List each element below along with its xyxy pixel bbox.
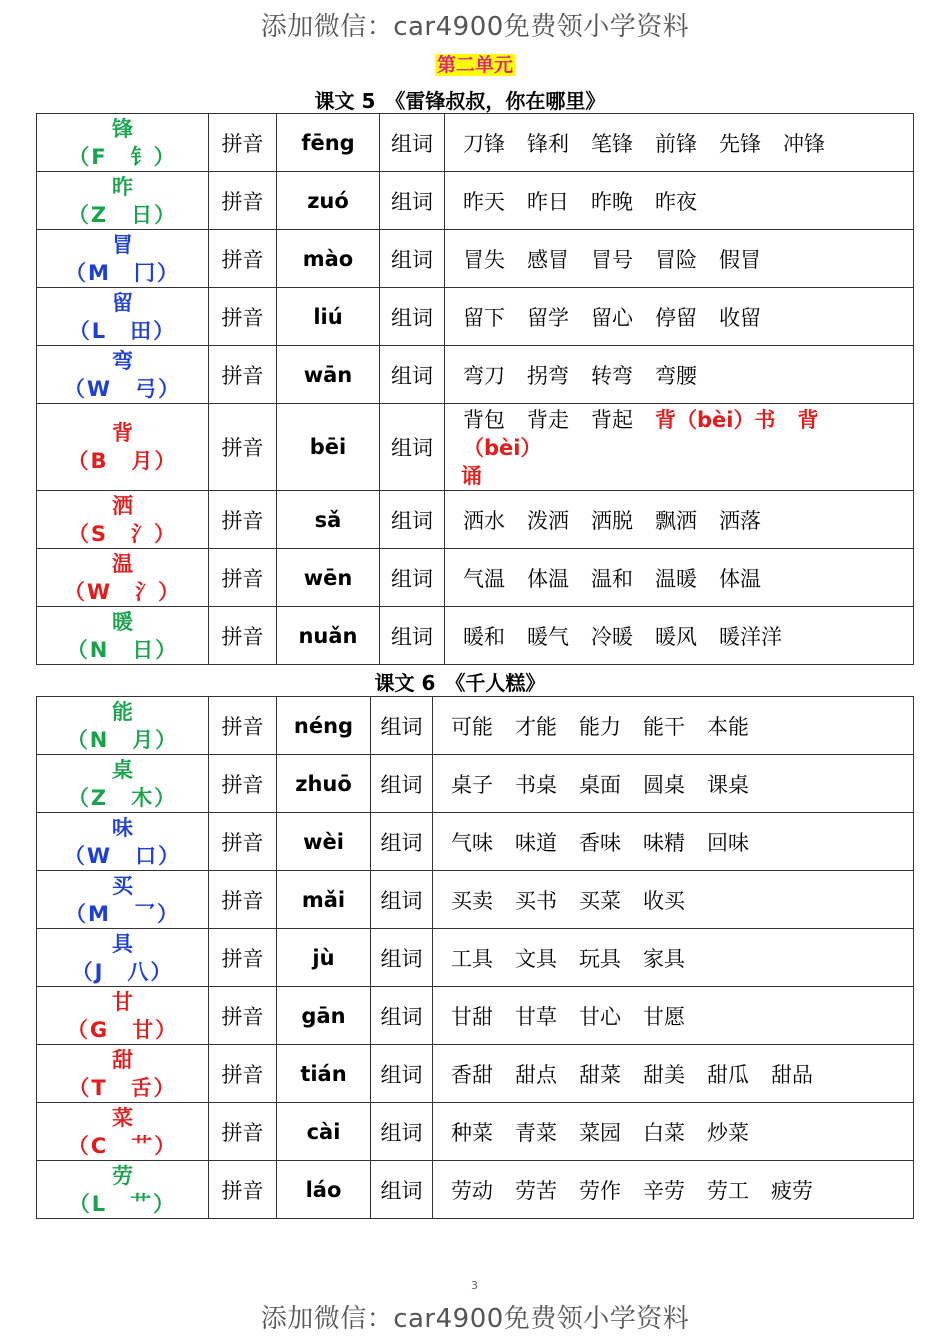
words-label: 组词 bbox=[380, 491, 445, 549]
words-cell bbox=[433, 871, 914, 929]
pinyin-label: 拼音 bbox=[209, 549, 277, 607]
word: 甜品 bbox=[771, 1062, 813, 1087]
word: 气味 bbox=[451, 830, 493, 855]
word: 冲锋 bbox=[783, 131, 825, 156]
word: 暖气 bbox=[527, 624, 569, 649]
word: 背起 bbox=[591, 408, 633, 432]
word: 冒险 bbox=[655, 247, 697, 272]
word: 温暖 bbox=[655, 566, 697, 591]
character-cell bbox=[37, 755, 209, 813]
word: 假冒 bbox=[719, 247, 761, 272]
character: 味 bbox=[112, 815, 133, 840]
table-row bbox=[37, 755, 914, 813]
word: 收买 bbox=[643, 888, 685, 913]
words-cell bbox=[445, 172, 914, 230]
words-label: 组词 bbox=[371, 871, 433, 929]
word: 冷暖 bbox=[591, 624, 633, 649]
word: 昨夜 bbox=[655, 189, 697, 214]
pinyin-label: 拼音 bbox=[209, 172, 277, 230]
character: 冒 bbox=[112, 232, 133, 257]
words-cell bbox=[433, 755, 914, 813]
character-hint: （M 冂） bbox=[65, 260, 180, 285]
word: 可能 bbox=[451, 714, 493, 739]
pinyin-value: wān bbox=[277, 346, 380, 404]
table-row bbox=[37, 172, 914, 230]
character-hint: （S 氵） bbox=[67, 521, 178, 546]
table-row bbox=[37, 549, 914, 607]
pinyin-value: néng bbox=[277, 697, 371, 755]
character: 买 bbox=[112, 873, 133, 898]
words-label: 组词 bbox=[380, 230, 445, 288]
pinyin-label: 拼音 bbox=[209, 404, 277, 491]
word: 留下 bbox=[463, 305, 505, 330]
character-cell bbox=[37, 697, 209, 755]
word: 买书 bbox=[515, 888, 557, 913]
character: 暖 bbox=[112, 609, 133, 634]
word: 劳工 bbox=[707, 1178, 749, 1203]
character-cell bbox=[37, 813, 209, 871]
words-cell bbox=[433, 1103, 914, 1161]
lesson6-table bbox=[36, 696, 914, 1219]
words-label: 组词 bbox=[380, 404, 445, 491]
character-hint: （G 甘） bbox=[66, 1017, 179, 1042]
words-label: 组词 bbox=[371, 1161, 433, 1219]
table-row bbox=[37, 288, 914, 346]
character-hint: （M 乛） bbox=[65, 901, 180, 926]
word: 暖风 bbox=[655, 624, 697, 649]
word: 家具 bbox=[643, 946, 685, 971]
lesson5-table bbox=[36, 113, 914, 665]
word: 洒脱 bbox=[591, 508, 633, 533]
word: 回味 bbox=[707, 830, 749, 855]
words-cell bbox=[445, 230, 914, 288]
word: 昨天 bbox=[463, 189, 505, 214]
character: 弯 bbox=[112, 348, 133, 373]
words-cell bbox=[433, 929, 914, 987]
character-cell bbox=[37, 288, 209, 346]
word: 冒号 bbox=[591, 247, 633, 272]
character-hint: （C 艹） bbox=[67, 1133, 178, 1158]
character-cell bbox=[37, 491, 209, 549]
word: 暖和 bbox=[463, 624, 505, 649]
character-hint: （W 氵） bbox=[63, 579, 182, 604]
words-label: 组词 bbox=[371, 813, 433, 871]
pinyin-value: wēn bbox=[277, 549, 380, 607]
word: 圆桌 bbox=[643, 772, 685, 797]
pinyin-label: 拼音 bbox=[209, 697, 277, 755]
words-cell bbox=[445, 549, 914, 607]
pinyin-label: 拼音 bbox=[209, 346, 277, 404]
word: 甜美 bbox=[643, 1062, 685, 1087]
character: 桌 bbox=[112, 757, 133, 782]
page-number: 3 bbox=[471, 1279, 478, 1292]
character-cell bbox=[37, 549, 209, 607]
word: 收留 bbox=[719, 305, 761, 330]
pinyin-value: láo bbox=[277, 1161, 371, 1219]
table-row bbox=[37, 1103, 914, 1161]
character-cell bbox=[37, 404, 209, 491]
character-cell bbox=[37, 871, 209, 929]
word: 菜园 bbox=[579, 1120, 621, 1145]
pinyin-value: mào bbox=[277, 230, 380, 288]
character: 菜 bbox=[112, 1105, 133, 1130]
character: 昨 bbox=[112, 174, 133, 199]
word: 味道 bbox=[515, 830, 557, 855]
words-label: 组词 bbox=[380, 346, 445, 404]
pinyin-label: 拼音 bbox=[209, 871, 277, 929]
character-hint: （Z 木） bbox=[67, 785, 178, 810]
word: 劳作 bbox=[579, 1178, 621, 1203]
words-cell bbox=[433, 697, 914, 755]
character: 锋 bbox=[112, 116, 133, 141]
word: 玩具 bbox=[579, 946, 621, 971]
words-label: 组词 bbox=[371, 1045, 433, 1103]
table-row bbox=[37, 697, 914, 755]
words-label: 组词 bbox=[380, 114, 445, 172]
character: 甜 bbox=[112, 1047, 133, 1072]
character-cell bbox=[37, 346, 209, 404]
table-row bbox=[37, 114, 914, 172]
character-cell bbox=[37, 172, 209, 230]
words-cell bbox=[433, 1045, 914, 1103]
pinyin-label: 拼音 bbox=[209, 114, 277, 172]
word: 感冒 bbox=[527, 247, 569, 272]
word: 甘心 bbox=[579, 1004, 621, 1029]
words-cell bbox=[445, 491, 914, 549]
pinyin-value: nuǎn bbox=[277, 607, 380, 665]
words-label: 组词 bbox=[371, 929, 433, 987]
character-hint: （N 日） bbox=[66, 637, 179, 662]
table-row bbox=[37, 1045, 914, 1103]
character-cell bbox=[37, 1161, 209, 1219]
word: 洒落 bbox=[719, 508, 761, 533]
word: 洒水 bbox=[463, 508, 505, 533]
table-row bbox=[37, 871, 914, 929]
character: 背 bbox=[112, 421, 133, 445]
word: 昨晚 bbox=[591, 189, 633, 214]
unit-title: 第二单元 bbox=[436, 54, 513, 76]
character: 甘 bbox=[112, 989, 133, 1014]
words-label: 组词 bbox=[371, 987, 433, 1045]
pinyin-value: sǎ bbox=[277, 491, 380, 549]
word: 甘甜 bbox=[451, 1004, 493, 1029]
word: 留学 bbox=[527, 305, 569, 330]
character-hint: （F 钅） bbox=[68, 144, 177, 169]
lesson5-title: 课文 5 《雷锋叔叔，你在哪里》 bbox=[314, 89, 606, 113]
pinyin-value: wèi bbox=[277, 813, 371, 871]
pinyin-label: 拼音 bbox=[209, 288, 277, 346]
pinyin-label: 拼音 bbox=[209, 607, 277, 665]
pinyin-value: gān bbox=[277, 987, 371, 1045]
pinyin-label: 拼音 bbox=[209, 987, 277, 1045]
pinyin-label: 拼音 bbox=[209, 929, 277, 987]
watermark-top: 添加微信：car4900免费领小学资料 bbox=[260, 12, 690, 42]
word: 桌面 bbox=[579, 772, 621, 797]
word: 前锋 bbox=[655, 131, 697, 156]
lesson6-title: 课文 6 《千人糕》 bbox=[374, 671, 546, 695]
word: 买卖 bbox=[451, 888, 493, 913]
words-label: 组词 bbox=[380, 288, 445, 346]
word: 文具 bbox=[515, 946, 557, 971]
character-hint: （W 口） bbox=[63, 843, 182, 868]
word: 刀锋 bbox=[463, 131, 505, 156]
pinyin-value: cài bbox=[277, 1103, 371, 1161]
character-hint: （J 八） bbox=[71, 959, 174, 984]
word: 体温 bbox=[719, 566, 761, 591]
character-cell bbox=[37, 607, 209, 665]
word: 白菜 bbox=[643, 1120, 685, 1145]
words-cell bbox=[433, 1161, 914, 1219]
character: 温 bbox=[112, 551, 133, 576]
words-label: 组词 bbox=[371, 1103, 433, 1161]
pinyin-label: 拼音 bbox=[209, 1045, 277, 1103]
word: 笔锋 bbox=[591, 131, 633, 156]
word: 劳苦 bbox=[515, 1178, 557, 1203]
pinyin-value: mǎi bbox=[277, 871, 371, 929]
table-row bbox=[37, 1161, 914, 1219]
character-hint: （B 月） bbox=[67, 449, 178, 473]
word: 买菜 bbox=[579, 888, 621, 913]
words-cell bbox=[433, 813, 914, 871]
word: 桌子 bbox=[451, 772, 493, 797]
table-row bbox=[37, 607, 914, 665]
words-label: 组词 bbox=[371, 697, 433, 755]
word: 温和 bbox=[591, 566, 633, 591]
word: 昨日 bbox=[527, 189, 569, 214]
table-row bbox=[37, 346, 914, 404]
word: 背包 bbox=[463, 408, 505, 432]
words-cell bbox=[445, 346, 914, 404]
character: 劳 bbox=[112, 1163, 133, 1188]
character-hint: （L 田） bbox=[68, 318, 177, 343]
word: 甘愿 bbox=[643, 1004, 685, 1029]
character-hint: （L 艹） bbox=[68, 1191, 177, 1216]
character-cell bbox=[37, 1103, 209, 1161]
word: 转弯 bbox=[591, 363, 633, 388]
word: 能力 bbox=[579, 714, 621, 739]
word: 背走 bbox=[527, 408, 569, 432]
character-hint: （N 月） bbox=[66, 727, 179, 752]
word: 辛劳 bbox=[643, 1178, 685, 1203]
polyphone-word-continued: 诵 bbox=[461, 464, 482, 488]
pinyin-value: bēi bbox=[277, 404, 380, 491]
word: 味精 bbox=[643, 830, 685, 855]
table-row bbox=[37, 813, 914, 871]
words-cell bbox=[445, 607, 914, 665]
pinyin-label: 拼音 bbox=[209, 1161, 277, 1219]
pinyin-value: liú bbox=[277, 288, 380, 346]
word: 炒菜 bbox=[707, 1120, 749, 1145]
character-cell bbox=[37, 929, 209, 987]
table-row bbox=[37, 230, 914, 288]
words-label: 组词 bbox=[380, 607, 445, 665]
words-label: 组词 bbox=[380, 549, 445, 607]
character: 洒 bbox=[112, 493, 133, 518]
character-hint: （Z 日） bbox=[67, 202, 178, 227]
word: 飘洒 bbox=[655, 508, 697, 533]
word: 工具 bbox=[451, 946, 493, 971]
word: 甘草 bbox=[515, 1004, 557, 1029]
word: 才能 bbox=[515, 714, 557, 739]
table-row bbox=[37, 491, 914, 549]
word: 先锋 bbox=[719, 131, 761, 156]
character-hint: （W 弓） bbox=[63, 376, 182, 401]
word: 暖洋洋 bbox=[719, 624, 782, 649]
character-cell bbox=[37, 1045, 209, 1103]
words-cell bbox=[433, 987, 914, 1045]
word: 本能 bbox=[707, 714, 749, 739]
pinyin-value: fēng bbox=[277, 114, 380, 172]
character: 能 bbox=[112, 699, 133, 724]
word: 停留 bbox=[655, 305, 697, 330]
words-label: 组词 bbox=[371, 755, 433, 813]
word: 体温 bbox=[527, 566, 569, 591]
word: 拐弯 bbox=[527, 363, 569, 388]
character: 具 bbox=[112, 931, 133, 956]
word: 甜瓜 bbox=[707, 1062, 749, 1087]
pinyin-label: 拼音 bbox=[209, 813, 277, 871]
word: 冒失 bbox=[463, 247, 505, 272]
word: 香甜 bbox=[451, 1062, 493, 1087]
polyphone-word: 背（bèi）书 bbox=[655, 408, 776, 432]
pinyin-label: 拼音 bbox=[209, 230, 277, 288]
word: 锋利 bbox=[527, 131, 569, 156]
word: 课桌 bbox=[707, 772, 749, 797]
word: 书桌 bbox=[515, 772, 557, 797]
character-cell bbox=[37, 114, 209, 172]
character-cell bbox=[37, 230, 209, 288]
word: 甜菜 bbox=[579, 1062, 621, 1087]
pinyin-label: 拼音 bbox=[209, 491, 277, 549]
word: 弯刀 bbox=[463, 363, 505, 388]
pinyin-value: zhuō bbox=[277, 755, 371, 813]
word: 气温 bbox=[463, 566, 505, 591]
word: 能干 bbox=[643, 714, 685, 739]
word: 甜点 bbox=[515, 1062, 557, 1087]
pinyin-value: jù bbox=[277, 929, 371, 987]
pinyin-value: zuó bbox=[277, 172, 380, 230]
word: 青菜 bbox=[515, 1120, 557, 1145]
character: 留 bbox=[112, 290, 133, 315]
character-cell bbox=[37, 987, 209, 1045]
words-cell bbox=[445, 404, 914, 491]
pinyin-label: 拼音 bbox=[209, 755, 277, 813]
table-row bbox=[37, 929, 914, 987]
character-hint: （T 舌） bbox=[68, 1075, 177, 1100]
word: 香味 bbox=[579, 830, 621, 855]
word: 种菜 bbox=[451, 1120, 493, 1145]
word: 留心 bbox=[591, 305, 633, 330]
words-cell bbox=[445, 114, 914, 172]
pinyin-label: 拼音 bbox=[209, 1103, 277, 1161]
word: 劳动 bbox=[451, 1178, 493, 1203]
pinyin-value: tián bbox=[277, 1045, 371, 1103]
word: 泼洒 bbox=[527, 508, 569, 533]
polyphone-word: 背（bèi） bbox=[463, 408, 819, 460]
words-cell bbox=[445, 288, 914, 346]
table-row bbox=[37, 987, 914, 1045]
word: 弯腰 bbox=[655, 363, 697, 388]
words-label: 组词 bbox=[380, 172, 445, 230]
watermark-bottom: 添加微信：car4900免费领小学资料 bbox=[260, 1304, 690, 1334]
table-row bbox=[37, 404, 914, 491]
word: 疲劳 bbox=[771, 1178, 813, 1203]
